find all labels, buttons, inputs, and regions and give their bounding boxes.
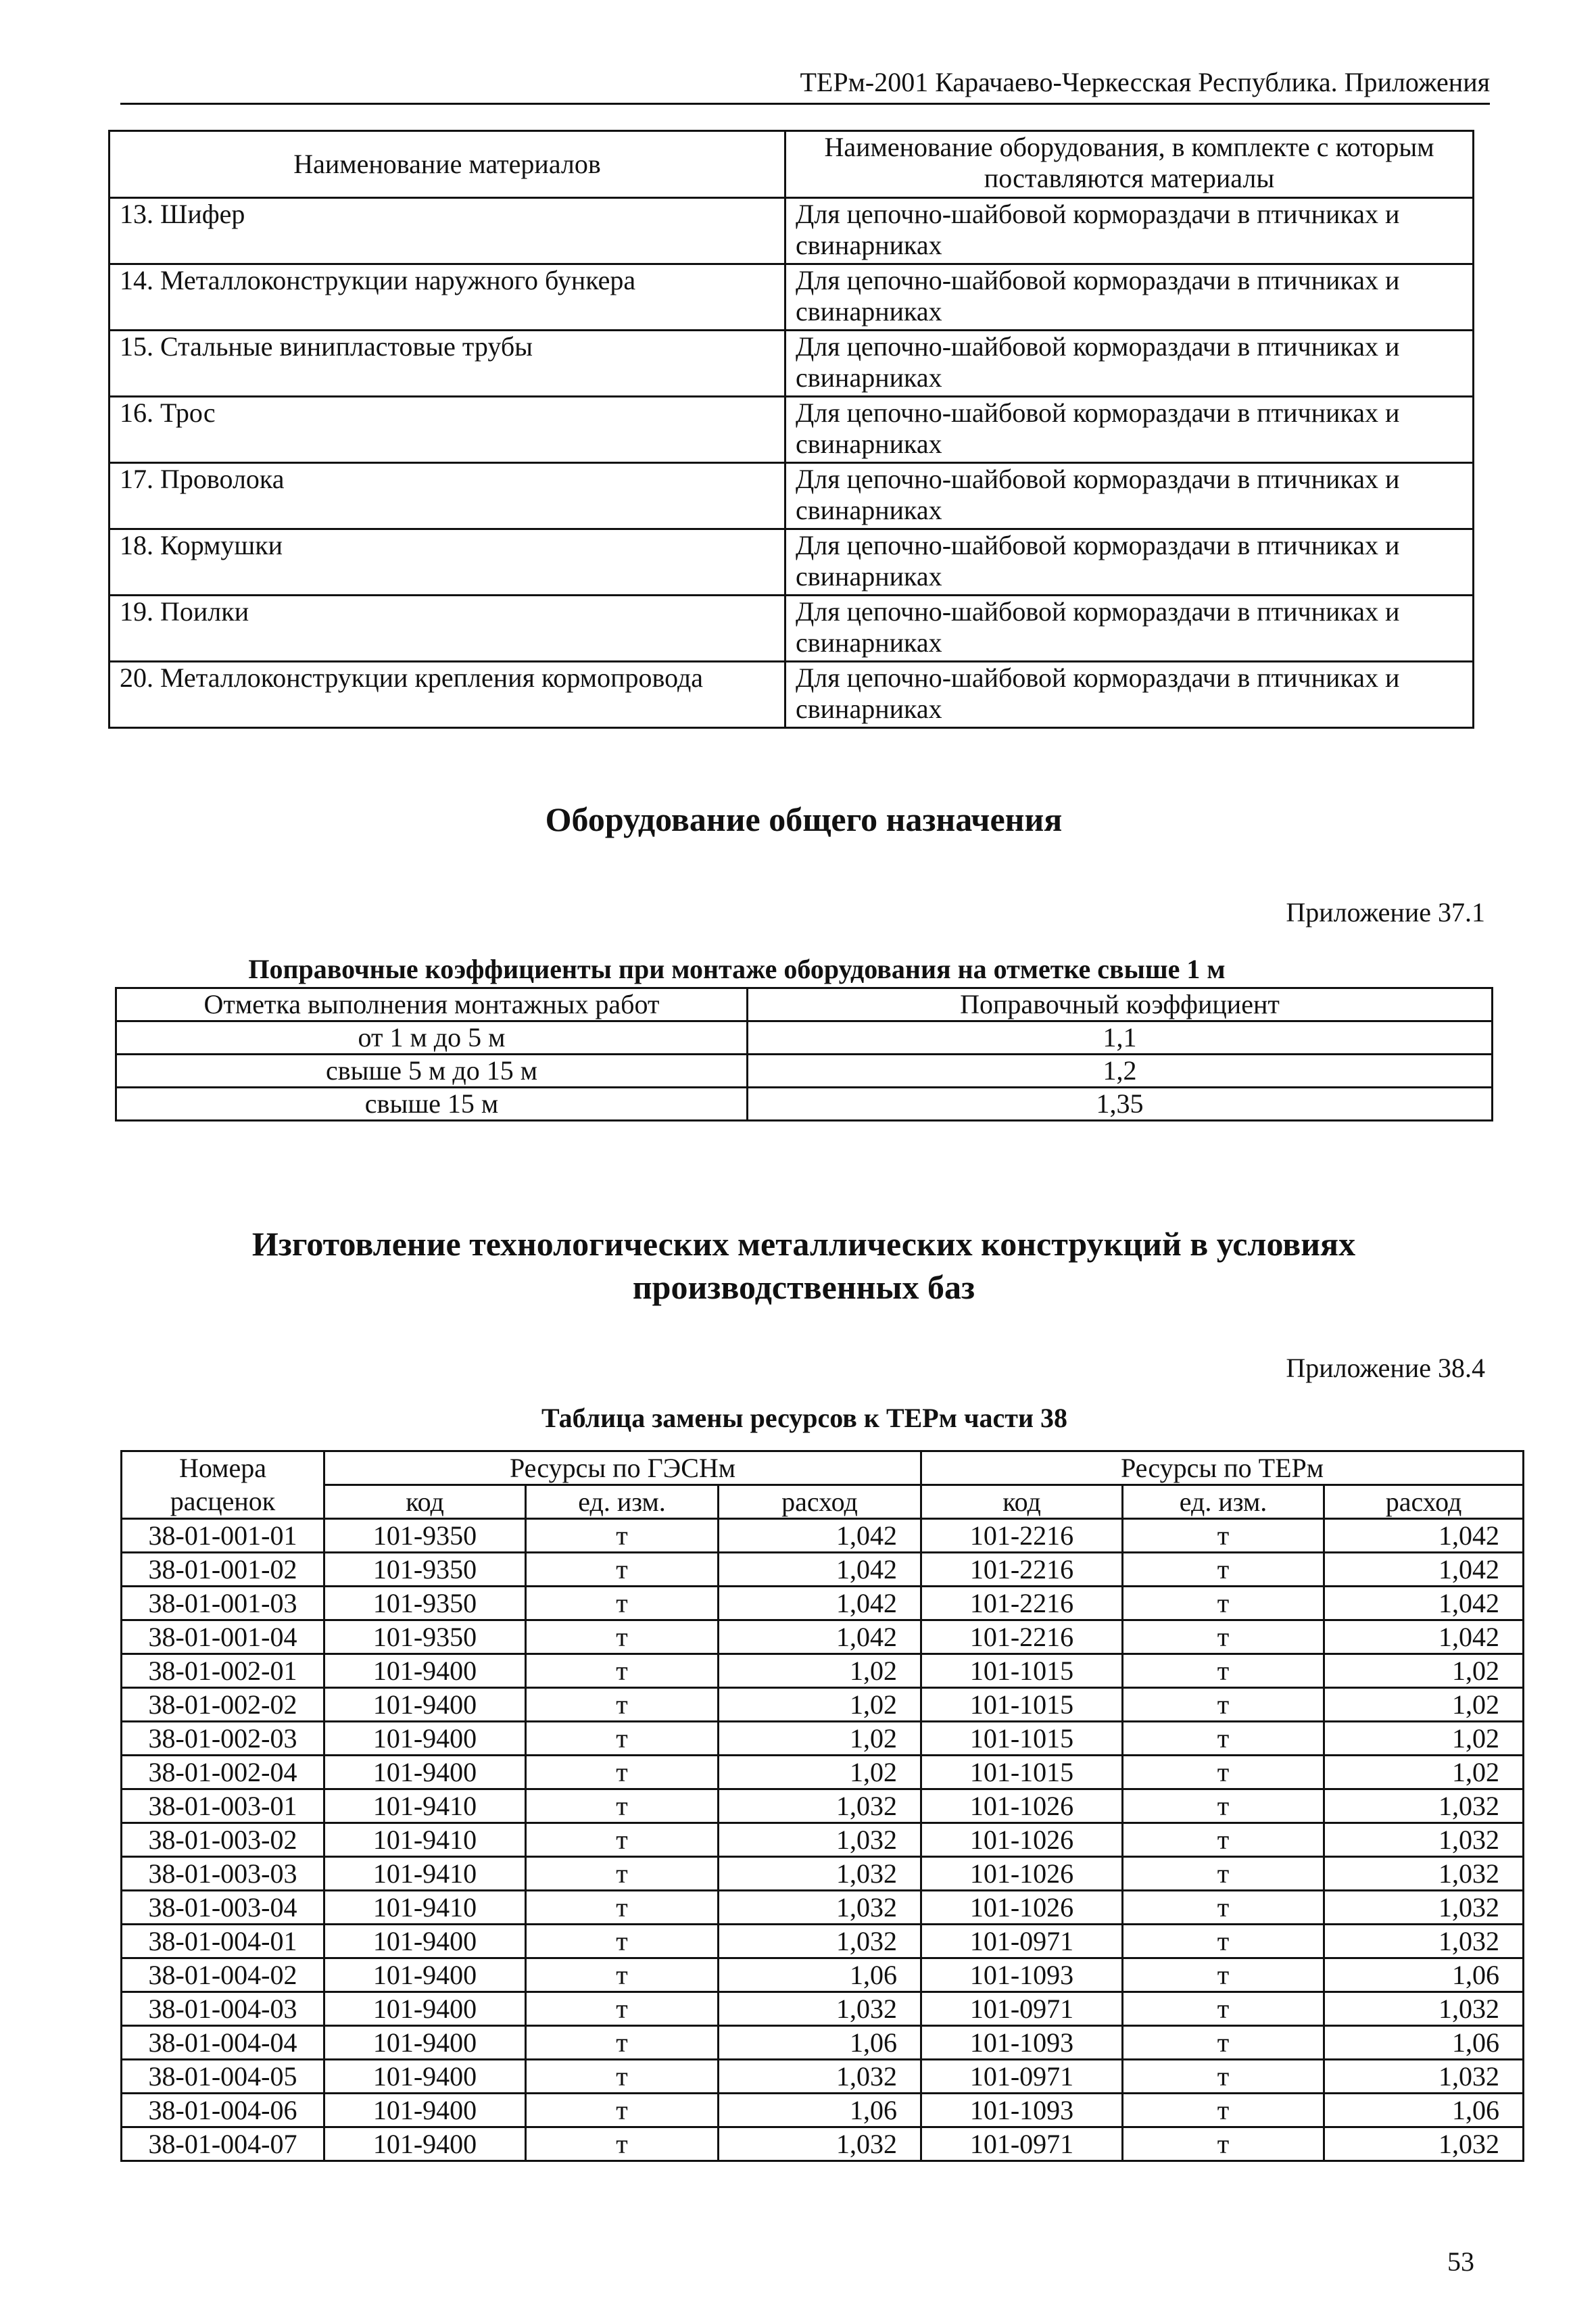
rate-number-cell: 38-01-004-03 bbox=[122, 1992, 324, 2026]
term-code-cell: 101-0971 bbox=[921, 1992, 1123, 2026]
table-row bbox=[122, 1823, 1524, 1857]
term-code-cell: 101-1015 bbox=[921, 1722, 1123, 1756]
mark-cell: от 1 м до 5 м bbox=[116, 1021, 748, 1055]
gesn-unit-cell: т bbox=[526, 2060, 719, 2094]
equipment-name-cell: Для цепочно-шайбовой кормораздачи в птичниках и свинарниках bbox=[785, 662, 1474, 728]
gesn-code-cell: 101-9400 bbox=[324, 2060, 526, 2094]
coefficient-col-header: Поправочный коэффициент bbox=[748, 988, 1493, 1021]
term-code-cell: 101-1093 bbox=[921, 1958, 1123, 1992]
term-rate-cell: 1,032 bbox=[1324, 1891, 1524, 1925]
gesn-rate-header: расход bbox=[719, 1485, 921, 1519]
mark-col-header: Отметка выполнения монтажных работ bbox=[116, 988, 748, 1021]
gesn-code-cell: 101-9400 bbox=[324, 2094, 526, 2127]
rate-number-cell: 38-01-004-04 bbox=[122, 2026, 324, 2060]
rate-number-cell: 38-01-002-02 bbox=[122, 1688, 324, 1722]
term-unit-cell: т bbox=[1123, 1654, 1324, 1688]
rate-number-cell: 38-01-001-02 bbox=[122, 1553, 324, 1587]
section-title-metal-structures-line1: Изготовление технологических металлических конструкций в условиях bbox=[251, 1225, 1356, 1263]
term-code-cell: 101-2216 bbox=[921, 1553, 1123, 1587]
gesn-unit-cell: т bbox=[526, 1891, 719, 1925]
table-row bbox=[122, 1620, 1524, 1654]
equipment-name-cell: Для цепочно-шайбовой кормораздачи в птичниках и свинарниках bbox=[785, 596, 1474, 662]
gesn-unit-cell: т bbox=[526, 1654, 719, 1688]
gesn-code-cell: 101-9400 bbox=[324, 1722, 526, 1756]
table-row bbox=[122, 1553, 1524, 1587]
gesn-code-cell: 101-9400 bbox=[324, 1756, 526, 1789]
term-rate-cell: 1,042 bbox=[1324, 1620, 1524, 1654]
table-row bbox=[110, 264, 1474, 331]
table-row bbox=[122, 1992, 1524, 2026]
running-header: ТЕРм-2001 Карачаево-Черкесская Республика. Приложения bbox=[800, 67, 1490, 97]
rate-number-cell: 38-01-002-01 bbox=[122, 1654, 324, 1688]
term-rate-cell: 1,032 bbox=[1324, 2127, 1524, 2161]
gesn-unit-cell: т bbox=[526, 1823, 719, 1857]
resources-table-header-row-1 bbox=[122, 1451, 1524, 1485]
table-row bbox=[122, 2060, 1524, 2094]
term-rate-cell: 1,032 bbox=[1324, 1823, 1524, 1857]
resources-table bbox=[120, 1450, 1524, 2162]
gesn-rate-cell: 1,02 bbox=[719, 1654, 921, 1688]
term-unit-cell: т bbox=[1123, 1756, 1324, 1789]
term-code-cell: 101-1026 bbox=[921, 1857, 1123, 1891]
mark-cell: свыше 15 м bbox=[116, 1088, 748, 1121]
material-name-cell: 14. Металлоконструкции наружного бункера bbox=[110, 264, 785, 331]
gesn-unit-cell: т bbox=[526, 1620, 719, 1654]
gesn-rate-cell: 1,042 bbox=[719, 1587, 921, 1620]
gesn-code-cell: 101-9410 bbox=[324, 1857, 526, 1891]
gesn-rate-cell: 1,032 bbox=[719, 1789, 921, 1823]
table-row bbox=[122, 1756, 1524, 1789]
table-row bbox=[122, 1789, 1524, 1823]
gesn-code-cell: 101-9400 bbox=[324, 2026, 526, 2060]
gesn-unit-cell: т bbox=[526, 2026, 719, 2060]
term-unit-cell: т bbox=[1123, 1891, 1324, 1925]
gesn-code-cell: 101-9400 bbox=[324, 1958, 526, 1992]
gesn-rate-cell: 1,032 bbox=[719, 1823, 921, 1857]
material-name-cell: 15. Стальные винипластовые трубы bbox=[110, 331, 785, 397]
term-code-cell: 101-2216 bbox=[921, 1620, 1123, 1654]
coefficients-table-header-row bbox=[116, 988, 1493, 1021]
material-name-cell: 20. Металлоконструкции крепления кормопровода bbox=[110, 662, 785, 728]
term-rate-header: расход bbox=[1324, 1485, 1524, 1519]
gesn-unit-cell: т bbox=[526, 1857, 719, 1891]
section-title-metal-structures-line2: производственных баз bbox=[632, 1268, 975, 1306]
table-row bbox=[122, 2094, 1524, 2127]
term-unit-cell: т bbox=[1123, 1958, 1324, 1992]
gesn-rate-cell: 1,042 bbox=[719, 1620, 921, 1654]
term-unit-cell: т bbox=[1123, 1620, 1324, 1654]
rate-number-cell: 38-01-004-07 bbox=[122, 2127, 324, 2161]
gesn-rate-cell: 1,02 bbox=[719, 1722, 921, 1756]
term-unit-cell: т bbox=[1123, 1925, 1324, 1958]
gesn-code-cell: 101-9410 bbox=[324, 1891, 526, 1925]
rate-number-header-line2: расценок bbox=[122, 1485, 324, 1519]
equipment-name-cell: Для цепочно-шайбовой кормораздачи в птичниках и свинарниках bbox=[785, 529, 1474, 596]
term-code-cell: 101-0971 bbox=[921, 2127, 1123, 2161]
term-rate-cell: 1,032 bbox=[1324, 2060, 1524, 2094]
equipment-name-cell: Для цепочно-шайбовой кормораздачи в птичниках и свинарниках bbox=[785, 463, 1474, 529]
gesn-unit-cell: т bbox=[526, 1756, 719, 1789]
table-row bbox=[110, 397, 1474, 463]
material-name-cell: 19. Поилки bbox=[110, 596, 785, 662]
gesn-unit-cell: т bbox=[526, 1688, 719, 1722]
mark-cell: свыше 5 м до 15 м bbox=[116, 1055, 748, 1088]
rate-number-cell: 38-01-001-03 bbox=[122, 1587, 324, 1620]
gesn-code-cell: 101-9350 bbox=[324, 1587, 526, 1620]
term-rate-cell: 1,032 bbox=[1324, 1992, 1524, 2026]
gesn-rate-cell: 1,06 bbox=[719, 1958, 921, 1992]
term-rate-cell: 1,042 bbox=[1324, 1553, 1524, 1587]
gesn-rate-cell: 1,06 bbox=[719, 2094, 921, 2127]
table-row bbox=[116, 1088, 1493, 1121]
term-unit-cell: т bbox=[1123, 2026, 1324, 2060]
gesn-code-cell: 101-9410 bbox=[324, 1823, 526, 1857]
rate-number-cell: 38-01-004-05 bbox=[122, 2060, 324, 2094]
term-rate-cell: 1,032 bbox=[1324, 1857, 1524, 1891]
gesn-code-header: код bbox=[324, 1485, 526, 1519]
term-code-cell: 101-0971 bbox=[921, 1925, 1123, 1958]
term-code-cell: 101-0971 bbox=[921, 2060, 1123, 2094]
term-rate-cell: 1,042 bbox=[1324, 1519, 1524, 1553]
rate-number-cell: 38-01-003-03 bbox=[122, 1857, 324, 1891]
gesn-rate-cell: 1,06 bbox=[719, 2026, 921, 2060]
table-row bbox=[122, 1857, 1524, 1891]
term-resources-header: Ресурсы по ТЕРм bbox=[921, 1451, 1524, 1485]
term-code-cell: 101-1015 bbox=[921, 1756, 1123, 1789]
coefficients-table-caption: Поправочные коэффициенты при монтаже оборудования на отметке свыше 1 м bbox=[248, 954, 1226, 984]
gesn-rate-cell: 1,032 bbox=[719, 2127, 921, 2161]
term-unit-cell: т bbox=[1123, 1857, 1324, 1891]
gesn-resources-header: Ресурсы по ГЭСНм bbox=[324, 1451, 921, 1485]
term-rate-cell: 1,06 bbox=[1324, 2026, 1524, 2060]
gesn-code-cell: 101-9350 bbox=[324, 1553, 526, 1587]
term-code-cell: 101-1026 bbox=[921, 1823, 1123, 1857]
table-row bbox=[110, 529, 1474, 596]
material-name-cell: 13. Шифер bbox=[110, 198, 785, 264]
table-row bbox=[122, 1587, 1524, 1620]
appendix-label-38-4: Приложение 38.4 bbox=[1286, 1353, 1485, 1383]
table-row bbox=[122, 1958, 1524, 1992]
term-unit-cell: т bbox=[1123, 2127, 1324, 2161]
coefficient-cell: 1,35 bbox=[748, 1088, 1493, 1121]
gesn-code-cell: 101-9400 bbox=[324, 1925, 526, 1958]
equipment-name-cell: Для цепочно-шайбовой кормораздачи в птичниках и свинарниках bbox=[785, 264, 1474, 331]
term-rate-cell: 1,06 bbox=[1324, 1958, 1524, 1992]
gesn-rate-cell: 1,032 bbox=[719, 1992, 921, 2026]
materials-table-header-row bbox=[110, 131, 1474, 198]
gesn-rate-cell: 1,02 bbox=[719, 1756, 921, 1789]
gesn-unit-cell: т bbox=[526, 1789, 719, 1823]
term-rate-cell: 1,02 bbox=[1324, 1756, 1524, 1789]
appendix-label-37-1: Приложение 37.1 bbox=[1286, 897, 1485, 927]
term-unit-header: ед. изм. bbox=[1123, 1485, 1324, 1519]
coefficient-cell: 1,1 bbox=[748, 1021, 1493, 1055]
term-unit-cell: т bbox=[1123, 1587, 1324, 1620]
materials-table bbox=[108, 130, 1474, 729]
table-row bbox=[116, 1021, 1493, 1055]
gesn-unit-cell: т bbox=[526, 2094, 719, 2127]
gesn-code-cell: 101-9350 bbox=[324, 1519, 526, 1553]
table-row bbox=[110, 662, 1474, 728]
term-rate-cell: 1,032 bbox=[1324, 1789, 1524, 1823]
equipment-name-cell: Для цепочно-шайбовой кормораздачи в птичниках и свинарниках bbox=[785, 198, 1474, 264]
gesn-code-cell: 101-9350 bbox=[324, 1620, 526, 1654]
rate-number-cell: 38-01-004-01 bbox=[122, 1925, 324, 1958]
term-unit-cell: т bbox=[1123, 1519, 1324, 1553]
term-code-cell: 101-1093 bbox=[921, 2026, 1123, 2060]
table-row bbox=[110, 463, 1474, 529]
gesn-unit-header: ед. изм. bbox=[526, 1485, 719, 1519]
gesn-unit-cell: т bbox=[526, 1722, 719, 1756]
rate-number-cell: 38-01-003-02 bbox=[122, 1823, 324, 1857]
rate-number-cell: 38-01-004-02 bbox=[122, 1958, 324, 1992]
term-rate-cell: 1,02 bbox=[1324, 1688, 1524, 1722]
term-unit-cell: т bbox=[1123, 1688, 1324, 1722]
term-rate-cell: 1,032 bbox=[1324, 1925, 1524, 1958]
gesn-rate-cell: 1,042 bbox=[719, 1519, 921, 1553]
gesn-code-cell: 101-9400 bbox=[324, 1654, 526, 1688]
table-row bbox=[122, 1891, 1524, 1925]
gesn-code-cell: 101-9400 bbox=[324, 1992, 526, 2026]
gesn-rate-cell: 1,042 bbox=[719, 1553, 921, 1587]
table-row bbox=[110, 198, 1474, 264]
term-unit-cell: т bbox=[1123, 1823, 1324, 1857]
table-row bbox=[110, 596, 1474, 662]
table-row bbox=[122, 2127, 1524, 2161]
page-number: 53 bbox=[1447, 2246, 1474, 2277]
section-title-general-equipment: Оборудование общего назначения bbox=[545, 800, 1063, 838]
material-name-cell: 17. Проволока bbox=[110, 463, 785, 529]
table-row bbox=[122, 1654, 1524, 1688]
term-rate-cell: 1,02 bbox=[1324, 1722, 1524, 1756]
equipment-name-cell: Для цепочно-шайбовой кормораздачи в птичниках и свинарниках bbox=[785, 397, 1474, 463]
gesn-unit-cell: т bbox=[526, 2127, 719, 2161]
gesn-rate-cell: 1,02 bbox=[719, 1688, 921, 1722]
rate-number-cell: 38-01-001-04 bbox=[122, 1620, 324, 1654]
material-name-cell: 16. Трос bbox=[110, 397, 785, 463]
term-code-header: код bbox=[921, 1485, 1123, 1519]
term-rate-cell: 1,042 bbox=[1324, 1587, 1524, 1620]
rate-number-cell: 38-01-002-04 bbox=[122, 1756, 324, 1789]
table-row bbox=[110, 331, 1474, 397]
term-unit-cell: т bbox=[1123, 2094, 1324, 2127]
gesn-unit-cell: т bbox=[526, 1519, 719, 1553]
table-row bbox=[122, 1722, 1524, 1756]
gesn-unit-cell: т bbox=[526, 1587, 719, 1620]
term-unit-cell: т bbox=[1123, 1789, 1324, 1823]
table-row bbox=[116, 1055, 1493, 1088]
rate-number-cell: 38-01-004-06 bbox=[122, 2094, 324, 2127]
term-code-cell: 101-1026 bbox=[921, 1891, 1123, 1925]
gesn-rate-cell: 1,032 bbox=[719, 2060, 921, 2094]
term-rate-cell: 1,02 bbox=[1324, 1654, 1524, 1688]
term-unit-cell: т bbox=[1123, 1722, 1324, 1756]
term-code-cell: 101-2216 bbox=[921, 1587, 1123, 1620]
term-code-cell: 101-1093 bbox=[921, 2094, 1123, 2127]
gesn-code-cell: 101-9410 bbox=[324, 1789, 526, 1823]
gesn-code-cell: 101-9400 bbox=[324, 1688, 526, 1722]
gesn-unit-cell: т bbox=[526, 1958, 719, 1992]
header-rule bbox=[120, 103, 1490, 105]
coefficients-table bbox=[115, 987, 1493, 1121]
gesn-rate-cell: 1,032 bbox=[719, 1925, 921, 1958]
table-row bbox=[122, 1688, 1524, 1722]
gesn-unit-cell: т bbox=[526, 1992, 719, 2026]
rate-number-cell: 38-01-001-01 bbox=[122, 1519, 324, 1553]
gesn-unit-cell: т bbox=[526, 1925, 719, 1958]
materials-col-header: Наименование материалов bbox=[110, 131, 785, 198]
table-row bbox=[122, 2026, 1524, 2060]
term-code-cell: 101-2216 bbox=[921, 1519, 1123, 1553]
resources-table-caption: Таблица замены ресурсов к ТЕРм части 38 bbox=[541, 1403, 1067, 1433]
gesn-rate-cell: 1,032 bbox=[719, 1857, 921, 1891]
term-code-cell: 101-1015 bbox=[921, 1654, 1123, 1688]
gesn-rate-cell: 1,032 bbox=[719, 1891, 921, 1925]
rate-number-cell: 38-01-003-01 bbox=[122, 1789, 324, 1823]
term-rate-cell: 1,06 bbox=[1324, 2094, 1524, 2127]
table-row bbox=[122, 1925, 1524, 1958]
table-row bbox=[122, 1519, 1524, 1553]
rate-number-header-line1: Номера bbox=[122, 1451, 324, 1485]
equipment-col-header: Наименование оборудования, в комплекте с которым поставляются материалы bbox=[785, 131, 1474, 198]
term-unit-cell: т bbox=[1123, 2060, 1324, 2094]
coefficient-cell: 1,2 bbox=[748, 1055, 1493, 1088]
term-unit-cell: т bbox=[1123, 1553, 1324, 1587]
equipment-name-cell: Для цепочно-шайбовой кормораздачи в птичниках и свинарниках bbox=[785, 331, 1474, 397]
rate-number-cell: 38-01-002-03 bbox=[122, 1722, 324, 1756]
term-unit-cell: т bbox=[1123, 1992, 1324, 2026]
rate-number-cell: 38-01-003-04 bbox=[122, 1891, 324, 1925]
term-code-cell: 101-1015 bbox=[921, 1688, 1123, 1722]
resources-table-header-row-2 bbox=[122, 1485, 1524, 1519]
gesn-unit-cell: т bbox=[526, 1553, 719, 1587]
gesn-code-cell: 101-9400 bbox=[324, 2127, 526, 2161]
material-name-cell: 18. Кормушки bbox=[110, 529, 785, 596]
term-code-cell: 101-1026 bbox=[921, 1789, 1123, 1823]
